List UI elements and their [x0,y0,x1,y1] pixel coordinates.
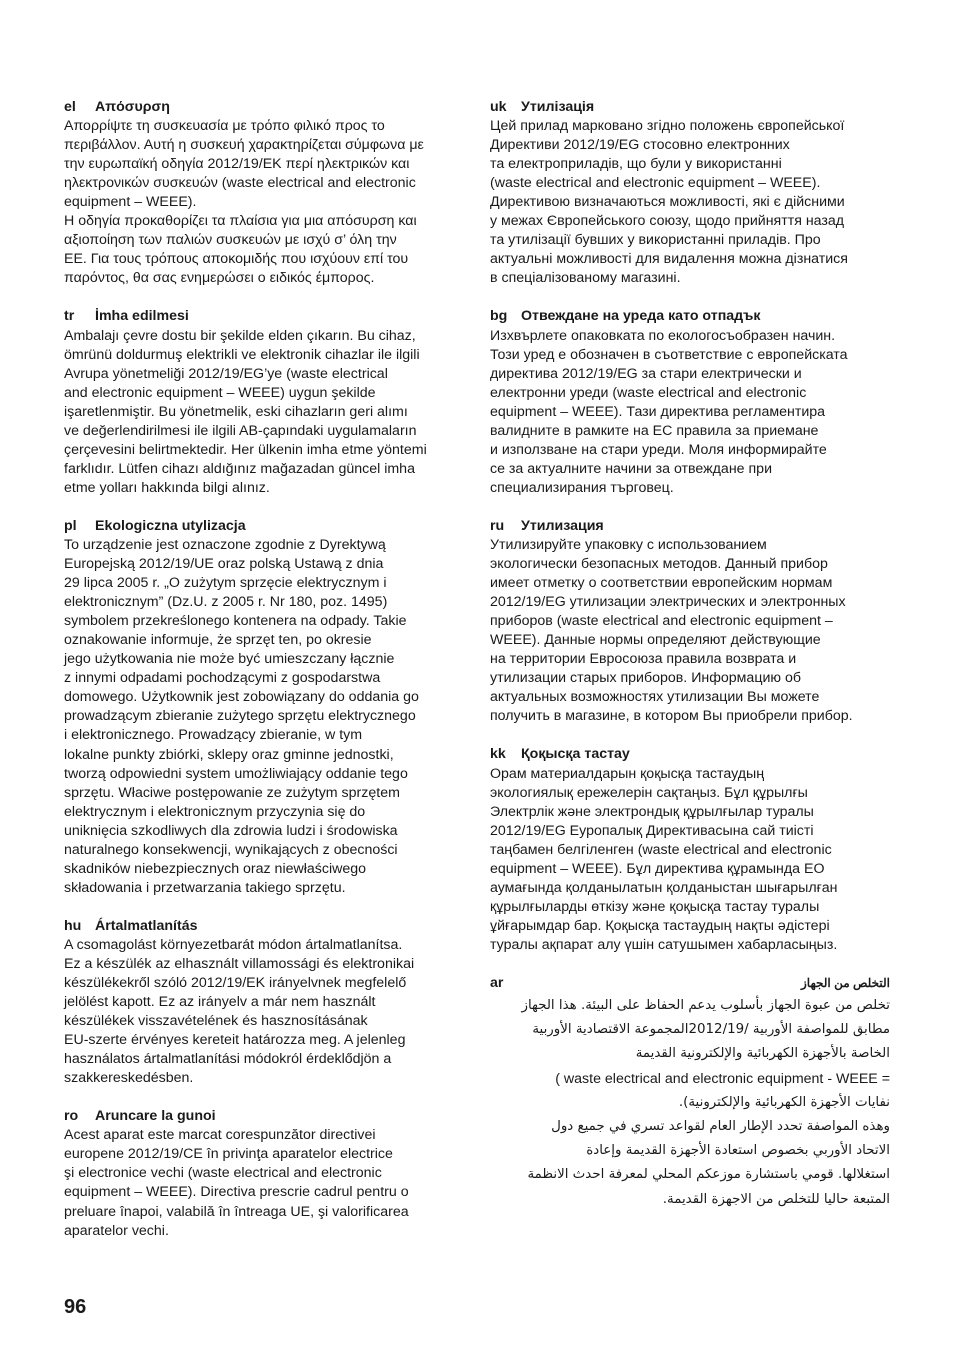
section-el [64,98,464,288]
section-title: Ekologiczna utylizacja [95,517,246,534]
text-line: 29 lipca 2005 r. „O zużytym sprzęcie elektrycznym i [64,575,387,592]
text-line: uniknięcia szkodliwych dla zdrowia ludzi i środowiska [64,822,398,839]
text-line: jelölést kapott. Ez az irányelv a már nem használt [64,994,376,1011]
text-line: مطابق للمواصفة الأوربية /2012/19المجموعة الاقتصادية الأوربية [532,1022,890,1038]
section-title: Утилизация [521,517,604,534]
text-line: экологически безопасных методов. Данный прибор [490,556,828,573]
text-line: To urządzenie jest oznaczone zgodnie z Dyrektywą [64,536,386,553]
section-uk [490,98,890,288]
text-line: prowadzącym zbieranie zużytego sprzętu elektrycznego [64,708,416,725]
section-heading [490,517,890,536]
section-title: Απόσυρση [95,99,170,115]
text-line: Директиви 2012/19/EG стосовно електронних [490,137,790,154]
text-line: құрылғыларды өткізу және қоқысқа тастау туралы [490,898,820,915]
text-line: та утилізації бувших у використанні приладів. Про [490,232,821,249]
text-line: се за актуалните начини за отвеждане при [490,460,772,477]
text-line: Acest aparat este marcat corespunzător directivei [64,1127,376,1144]
text-line: и използване на стари уреди. Моля информирайте [490,441,827,458]
section-heading [490,745,890,764]
text-line: sprzętu. Właciwe postępowanie ze zużytym sprzętem [64,784,400,801]
text-line: Изхвърлете опаковката по екологосъобразен начин. [490,327,836,344]
section-heading [490,974,890,994]
text-line: туралы ақпарат алу үшін сатушымен хабарласыңыз. [490,936,838,953]
text-line: 2012/19/EG Еуропалық Директивасына сай тиісті [490,822,814,839]
text-line: z innymi odpadami pochodzącymi z gospodarstwa [64,670,381,687]
section-title: Утилізація [521,99,595,115]
section-title: Ártalmatlanítás [95,917,198,934]
text-line: директива 2012/19/EG за стари електрически и [490,365,802,382]
text-line: специализирания търговец. [490,479,674,496]
text-line: farklıdır. Lütfen cihazı aldığınız mağazadan güncel imha [64,460,415,477]
text-line: ve değerlendirilmesi ile ilgili AB-çapındaki uygulamaların [64,422,417,439]
text-line: Europejską 2012/19/UE oraz polską Ustawą z dnia [64,556,384,573]
text-line: ΕΕ. Για τους τρόπους αποκομιδής που ισχύουν επί του [64,251,409,268]
text-line: jego użytkowania nie może być umieszczany łącznie [64,651,395,668]
section-ru [490,517,890,727]
text-line: europene 2012/19/CE în privinţa aparatelor electrice [64,1146,393,1163]
text-line: την ευρωπαϊκή οδηγία 2012/19/EK περί ηλεκτρικών και [64,156,410,173]
text-line: экологиялық ережелерін сақтаңыз. Бұл құрылғы [490,784,808,801]
text-line: αξιοποίηση των παλιών συσκευών με ισχύ σ’ όλη την [64,232,397,249]
text-line: аумағында қолданылатын қолданыстан шығарылған [490,879,838,896]
text-line: WEEE). Данные нормы определяют действующие [490,632,821,649]
text-line: ұйғарымдар бар. Қоқысқа тастаудың нақты әдістері [490,917,830,934]
text-line: актуальні можливості для видалення можна дізнатися [490,251,848,268]
text-line: domowego. Użytkownik jest zobowiązany do oddania go [64,689,419,706]
section-title: İmha edilmesi [95,308,189,325]
text-line: skadników niebezpiecznych oraz niewłaściwego [64,860,367,877]
section-title: Aruncare la gunoi [95,1108,216,1125]
text-line: çerçevesini belirtmektedir. Her ülkenin imha etme yöntemi [64,441,427,458]
text-line: (waste electrical and electronic equipment – WEEE). [490,175,821,192]
language-code: ar [490,974,504,991]
text-line: tworzą odpowiedni system umożliwiający oddanie tego [64,765,408,782]
text-line: equipment – WEEE). Directiva prescrie cadrul pentru o [64,1184,409,1201]
section-ar [490,974,890,1212]
text-line: приборов (waste electrical and electronic equipment – [490,613,833,630]
text-line: equipment – WEEE). Тази директива регламентира [490,403,826,420]
section-heading [490,98,890,117]
text-line: на территории Евросоюза правила возврата и [490,651,797,668]
text-line: утилизации старых приборов. Информацию об [490,670,801,687]
language-code: pl [64,517,77,534]
section-title: التخلص من الجهاز [801,975,890,990]
text-line: نفايات الأجهزة الكهربائية والإلكترونية). [678,1094,890,1110]
text-line: i elektronicznego. Prowadzący zbieranie, w tym [64,727,363,744]
text-line: Орам материалдарын қоқысқа тастаудың [490,765,765,782]
text-line: παρόντος, θα σας ενημερώσει ο ειδικός έμπορος. [64,270,375,287]
section-pl [64,517,464,898]
text-line: naturalnego konsekwencji, wynikających z obecności [64,841,398,858]
section-heading [64,517,464,536]
text-line: استغلالها. قومي باستشارة موزعكم المحلي لمعرفة احدث الانظمة [527,1167,890,1183]
section-hu [64,917,464,1088]
text-line: şi electronice vechi (waste electrical and electronic [64,1165,382,1182]
language-code: tr [64,308,75,325]
language-code: kk [490,746,506,763]
text-line: валидните в рамките на ЕС правила за приемане [490,422,819,439]
language-code: bg [490,308,508,325]
language-code: ro [64,1108,79,1125]
section-title: Отвеждане на уреда като отпадък [521,308,761,325]
text-line: Avrupa yönetmeliği 2012/19/EG’ye (waste electrical [64,365,388,382]
section-heading [64,98,464,117]
section-bg [490,307,890,497]
section-heading [490,307,890,326]
section-title: Қоқысқа тастау [521,746,630,763]
text-line: Този уред е обозначен в съответствие с европейската [490,346,848,363]
text-line: Η οδηγία προκαθορίζει τα πλαίσια για μια απόσυρση και [64,213,417,230]
language-code: uk [490,99,507,115]
text-line: symbolem przekreślonego kontenera na odpady. Takie [64,613,407,630]
language-code: hu [64,917,82,934]
text-line: الخاصة بالأجهزة الكهربائية والإلكترونية القديمة [635,1046,890,1062]
section-heading [64,917,464,936]
text-line: المتبعة حاليا للتخلص من الاجهزة القديمة. [662,1191,890,1207]
section-kk [490,745,890,955]
section-heading [64,307,464,326]
text-line: ηλεκτρονικών συσκευών (waste electrical and electronic [64,175,416,192]
text-line: szakkereskedésben. [64,1070,194,1087]
text-line: таңбамен белгіленген (waste electrical and electronic [490,841,832,858]
text-line: işaretlenmiştir. Bu yönetmelik, eski cihazların geri alımı [64,403,408,420]
text-line: الاتحاد الأوربي بخصوص استعادة الأجهزة القديمة وإعادة [586,1143,890,1159]
text-line: preluare înapoi, valabilă în întreaga UE, şi valorificarea [64,1203,409,1220]
text-line: készülékekről szóló 2012/19/EK irányelvnek megfelelő [64,975,407,992]
text-line: Утилизируйте упаковку с использованием [490,536,767,553]
text-line: وهذه المواصفة تحدد الإطار العام لقواعد تسري في جميع دول [551,1118,890,1134]
text-line: készülékek visszavételének és hasznosításának [64,1013,368,1030]
left-column [64,98,464,1260]
text-line: elektronicznym” (Dz.U. z 2005 r. Nr 180, poz. 1495) [64,594,388,611]
arabic-body [490,994,890,1212]
text-line: та електроприладів, що були у використанні [490,156,782,173]
text-line: ömrünü doldurmuş elektrikli ve elektronik cihazlar ile ilgili [64,346,420,363]
text-line: имеет отметку о соответствии европейским нормам [490,575,833,592]
text-line: elektrycznym i elektronicznym przyczynia się do [64,803,366,820]
text-line: equipment – WEEE). [64,194,197,211]
text-line: oznakowanie informuje, że sprzęt ten, po okresie [64,632,372,649]
text-line: and electronic equipment – WEEE) uygun şekilde [64,384,376,401]
section-heading [64,1107,464,1126]
text-line: A csomagolást környezetbarát módon ártalmatlanítsa. [64,936,403,953]
language-code: el [64,99,76,115]
page-number: 96 [64,1296,87,1318]
text-line: 2012/19/EG утилизации электрических и электронных [490,594,846,611]
text-line: у межах Європейського союзу, щодо прийняття назад [490,213,845,230]
text-line: в спеціалізованому магазині. [490,270,681,287]
text-line: használatos ártalmatlanítási módokról érdeklődjön a [64,1051,392,1068]
text-line: etme yolları hakkında bilgi alınız. [64,479,270,496]
text-line: ( waste electrical and electronic equipment - WEEE = [555,1070,890,1087]
text-line: equipment – WEEE). Бұл директива құрамында ЕО [490,860,825,877]
text-line: aparatelor vechi. [64,1222,169,1239]
language-code: ru [490,517,505,534]
text-line: تخلص من عبوة الجهاز بأسلوب يدعم الحفاظ على البيئة. هذا الجهاز [521,997,890,1013]
text-line: lokalne punkty zbiórki, sklepy oraz gminne jednostki, [64,746,394,763]
text-line: Цей прилад марковано згідно положень європейської [490,118,845,135]
text-line: актуальных возможностях утилизации Вы можете [490,689,820,706]
text-line: EU-szerte érvényes kereteit határozza meg. A jelenleg [64,1032,406,1049]
text-line: Электрлік және электрондық құрылғылар туралы [490,803,814,820]
section-tr [64,307,464,497]
text-line: електронни уреди (waste electrical and electronic [490,384,807,401]
text-line: składowania i przetwarzania takiego sprzętu. [64,879,346,896]
right-column [490,98,890,1231]
section-ro [64,1107,464,1240]
text-line: получить в магазине, в котором Вы приобрели прибор. [490,708,853,725]
text-line: περιβάλλον. Αυτή η συσκευή χαρακτηρίζεται σύμφωνα με [64,137,424,154]
text-line: Директивою визначаються можливості, які є дійсними [490,194,845,211]
text-line: Ez a készülék az elhasznált villamossági és elektronikai [64,955,415,972]
text-line: Ambalajı çevre dostu bir şekilde elden çıkarın. Bu cihaz, [64,327,416,344]
text-line: Απορρίψτε τη συσκευασία με τρόπο φιλικό προς το [64,118,385,135]
